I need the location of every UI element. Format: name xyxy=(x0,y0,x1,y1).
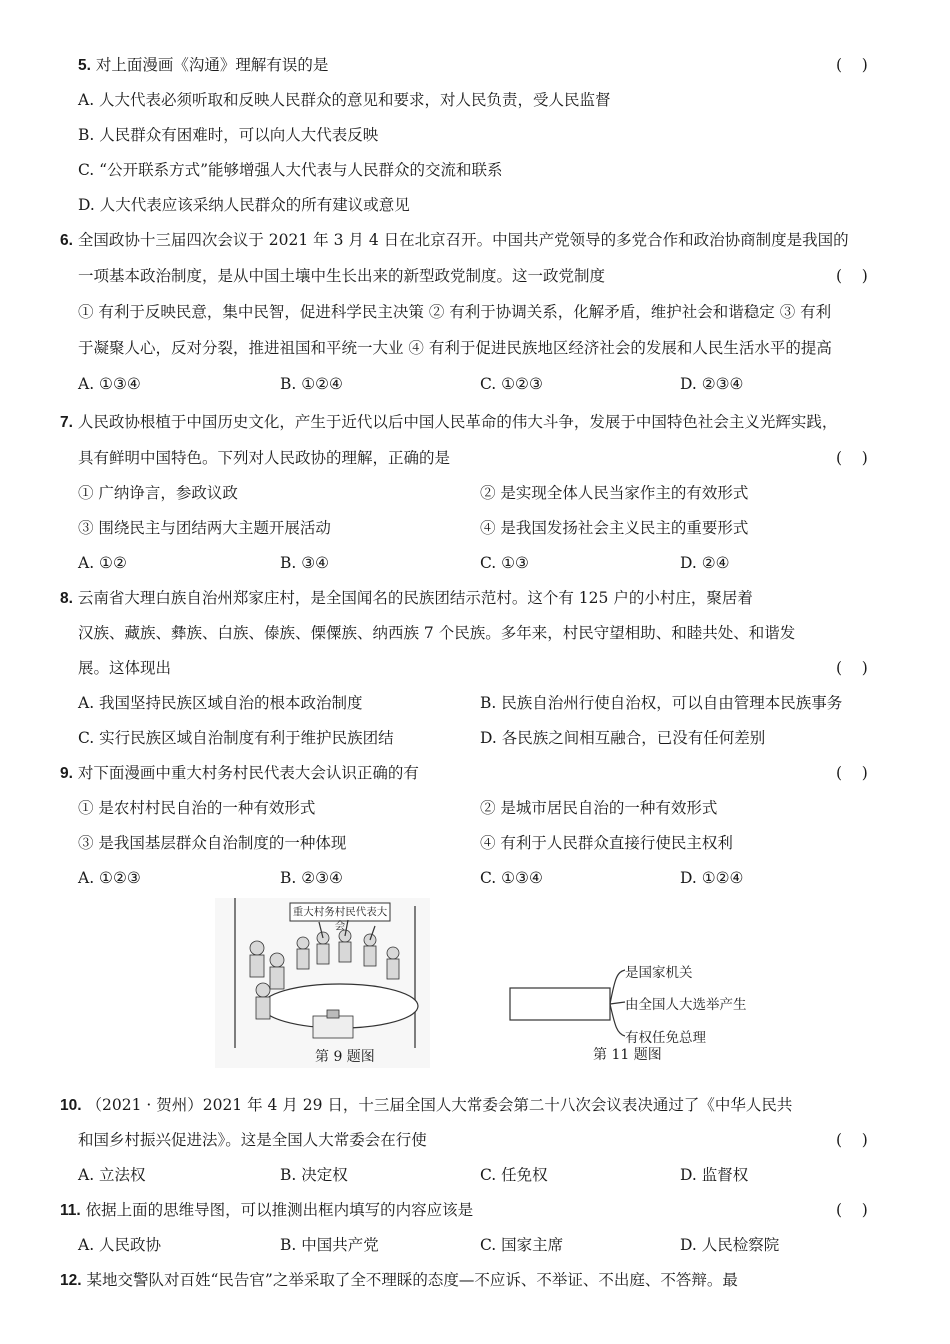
option-d: D. ②④ xyxy=(680,554,730,572)
option-c: C. ①③ xyxy=(480,554,529,572)
mindmap-branch-3: 有权任免总理 xyxy=(625,1030,706,1046)
option-c: C. 任免权 xyxy=(480,1166,548,1184)
figure-11-mindmap xyxy=(505,958,765,1063)
option-c: C. ①③④ xyxy=(480,869,543,887)
option-a: A. 人大代表必须听取和反映人民群众的意见和要求，对人民负责，受人民监督 xyxy=(78,91,611,109)
question-number: 7. xyxy=(60,414,73,431)
statement-line: ① 有利于反映民意，集中民智，促进科学民主决策 ② 有利于协调关系，化解矛盾，维护社会和谐稳定 ③ 有利 xyxy=(78,303,832,321)
option-d: D. 各民族之间相互融合，已没有任何差别 xyxy=(480,729,766,747)
answer-bracket: ( ) xyxy=(836,764,868,782)
question-7-stem xyxy=(60,411,837,434)
option-b: B. 人民群众有困难时，可以向人大代表反映 xyxy=(78,126,379,144)
question-number: 11. xyxy=(60,1202,81,1219)
option-c: C. 国家主席 xyxy=(480,1236,564,1254)
question-text: 对上面漫画《沟通》理解有误的是 xyxy=(95,56,329,74)
option-d: D. ②③④ xyxy=(680,375,744,393)
question-text: 展。这体现出 xyxy=(78,659,172,677)
question-10-stem xyxy=(60,1094,792,1117)
question-number: 12. xyxy=(60,1272,82,1289)
answer-bracket: ( ) xyxy=(836,1131,868,1149)
answer-bracket: ( ) xyxy=(836,1201,868,1219)
option-d: D. ①②④ xyxy=(680,869,744,887)
statement-4: ④ 有利于人民群众直接行使民主权利 xyxy=(480,834,733,852)
figure-9-caption: 第 9 题图 xyxy=(315,1049,375,1065)
option-a: A. ①② xyxy=(78,554,127,572)
option-a: A. 我国坚持民族区域自治的根本政治制度 xyxy=(78,694,363,712)
question-number: 6. xyxy=(60,232,73,249)
question-text: 人民政协根植于中国历史文化，产生于近代以后中国人民革命的伟大斗争，发展于中国特色社会主义光辉实践， xyxy=(77,413,838,431)
answer-bracket: ( ) xyxy=(836,267,868,285)
answer-bracket: ( ) xyxy=(836,56,868,74)
question-8-stem xyxy=(60,587,753,610)
question-text: 汉族、藏族、彝族、白族、傣族、傈僳族、纳西族 7 个民族。多年来，村民守望相助、和睦共处、和谐发 xyxy=(78,624,796,642)
question-9-stem xyxy=(60,762,419,785)
option-a: A. ①③④ xyxy=(78,375,141,393)
statement-4: ④ 是我国发扬社会主义民主的重要形式 xyxy=(480,519,749,537)
option-c: C. ①②③ xyxy=(480,375,543,393)
question-text: 具有鲜明中国特色。下列对人民政协的理解，正确的是 xyxy=(78,449,451,467)
meeting-banner-text: 重大村务村民代表大会 xyxy=(292,906,388,932)
statement-2: ② 是城市居民自治的一种有效形式 xyxy=(480,799,718,817)
answer-bracket: ( ) xyxy=(836,659,868,677)
mindmap-branch-1: 是国家机关 xyxy=(625,965,693,981)
option-b: B. ①②④ xyxy=(280,375,343,393)
option-b: B. 中国共产党 xyxy=(280,1236,379,1254)
statement-line: 于凝聚人心，反对分裂，推进祖国和平统一大业 ④ 有利于促进民族地区经济社会的发展和人民生活水平的提高 xyxy=(78,339,832,357)
question-number: 9. xyxy=(60,765,73,782)
option-b: B. ②③④ xyxy=(280,869,343,887)
statement-3: ③ 是我国基层群众自治制度的一种体现 xyxy=(78,834,347,852)
option-a: A. 人民政协 xyxy=(78,1236,162,1254)
figure-9-illustration xyxy=(215,898,430,1068)
statement-1: ① 是农村村民自治的一种有效形式 xyxy=(78,799,316,817)
question-5-stem xyxy=(78,54,328,77)
question-11-stem xyxy=(60,1199,473,1222)
question-text: 和国乡村振兴促进法》。这是全国人大常委会在行使 xyxy=(78,1131,427,1149)
option-d: D. 人大代表应该采纳人民群众的所有建议或意见 xyxy=(78,196,410,214)
question-6-stem xyxy=(60,229,849,252)
option-c: C. 实行民族区域自治制度有利于维护民族团结 xyxy=(78,729,394,747)
option-d: D. 人民检察院 xyxy=(680,1236,780,1254)
question-text: （2021 · 贺州）2021 年 4 月 29 日，十三届全国人大常委会第二十八次会议表决通过了《中华人民共 xyxy=(86,1096,793,1114)
question-number: 5. xyxy=(78,57,91,74)
statement-1: ① 广纳诤言，参政议政 xyxy=(78,484,238,502)
option-b: B. 民族自治州行使自治权，可以自由管理本民族事务 xyxy=(480,694,843,712)
option-c: C. “公开联系方式”能够增强人大代表与人民群众的交流和联系 xyxy=(78,161,503,179)
statement-3: ③ 围绕民主与团结两大主题开展活动 xyxy=(78,519,331,537)
question-text: 对下面漫画中重大村务村民代表大会认识正确的有 xyxy=(77,764,419,782)
question-text: 一项基本政治制度，是从中国土壤中生长出来的新型政党制度。这一政党制度 xyxy=(78,267,606,285)
question-12-stem xyxy=(60,1269,738,1292)
option-b: B. 决定权 xyxy=(280,1166,348,1184)
question-number: 8. xyxy=(60,590,73,607)
option-d: D. 监督权 xyxy=(680,1166,749,1184)
question-number: 10. xyxy=(60,1097,82,1114)
question-text: 全国政协十三届四次会议于 2021 年 3 月 4 日在北京召开。中国共产党领导的多党合作和政治协商制度是我国的 xyxy=(77,231,849,249)
question-text: 某地交警队对百姓“民告官”之举采取了全不理睬的态度—不应诉、不举证、不出庭、不答辩。最 xyxy=(86,1271,738,1289)
option-a: A. 立法权 xyxy=(78,1166,146,1184)
option-a: A. ①②③ xyxy=(78,869,141,887)
figure-11-caption: 第 11 题图 xyxy=(593,1047,662,1063)
mindmap-branch-2: 由全国人大选举产生 xyxy=(625,997,747,1013)
blank-answer-box xyxy=(510,988,610,1020)
option-b: B. ③④ xyxy=(280,554,330,572)
question-text: 云南省大理白族自治州郑家庄村，是全国闻名的民族团结示范村。这个有 125 户的小村庄，聚居着 xyxy=(77,589,753,607)
question-text: 依据上面的思维导图，可以推测出框内填写的内容应该是 xyxy=(85,1201,474,1219)
answer-bracket: ( ) xyxy=(836,449,868,467)
statement-2: ② 是实现全体人民当家作主的有效形式 xyxy=(480,484,749,502)
